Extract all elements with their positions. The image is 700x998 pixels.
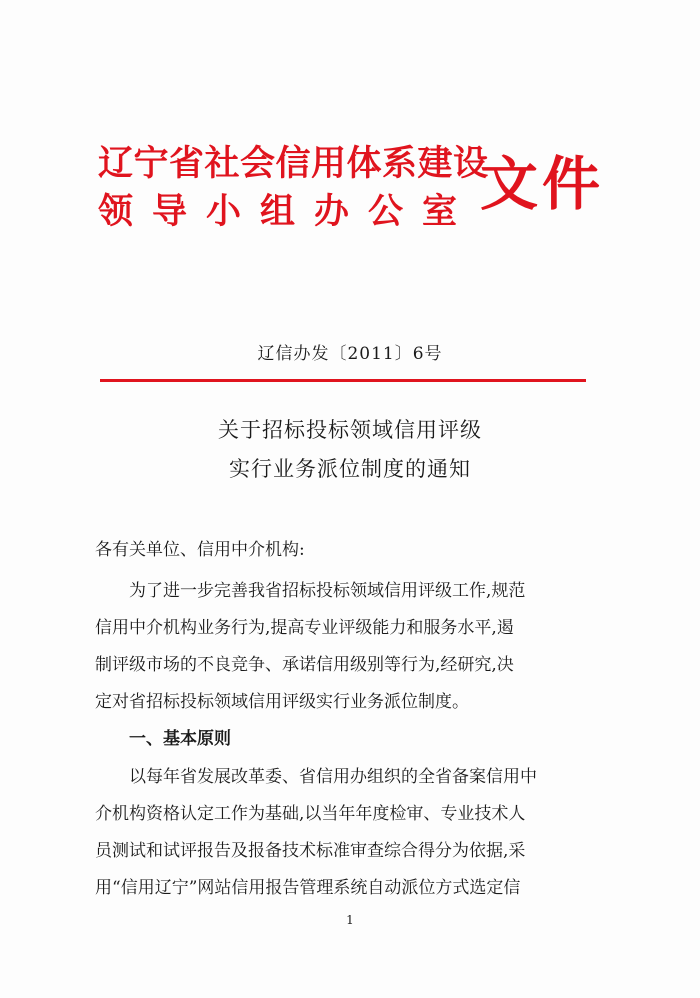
document-word: 文件 (480, 150, 605, 218)
notice-title-line-2: 实行业务派位制度的通知 (229, 457, 471, 481)
document-number: 辽信办发〔2011〕6号 (257, 344, 443, 364)
addressee-line: 各有关单位、信用中介机构: (95, 540, 305, 560)
issuer-line-2: 领导小组办公室 (98, 192, 477, 232)
page-number: 1 (346, 913, 354, 927)
red-divider-line (100, 379, 586, 382)
notice-title-line-1: 关于招标投标领域信用评级 (218, 418, 482, 442)
paragraph-1-line-3: 制评级市场的不良竞争、承诺信用级别等行为,经研究,决 (95, 655, 514, 675)
section-1-heading: 一、基本原则 (129, 729, 231, 749)
paragraph-1-line-4: 定对省招标投标领域信用评级实行业务派位制度。 (95, 692, 469, 712)
paragraph-2-line-2: 介机构资格认定工作为基础,以当年年度检审、专业技术人 (95, 804, 526, 824)
paragraph-1-line-2: 信用中介机构业务行为,提高专业评级能力和服务水平,遏 (95, 618, 514, 638)
paragraph-1-line-1: 为了进一步完善我省招标投标领域信用评级工作,规范 (129, 581, 526, 601)
paragraph-2-line-4: 用“信用辽宁”网站信用报告管理系统自动派位方式选定信 (95, 878, 521, 898)
issuer-line-1: 辽宁省社会信用体系建设 (98, 144, 489, 184)
paragraph-2-line-1: 以每年省发展改革委、省信用办组织的全省备案信用中 (129, 767, 537, 787)
paragraph-2-line-3: 员测试和试评报告及报备技术标准审查综合得分为依据,采 (95, 841, 526, 861)
